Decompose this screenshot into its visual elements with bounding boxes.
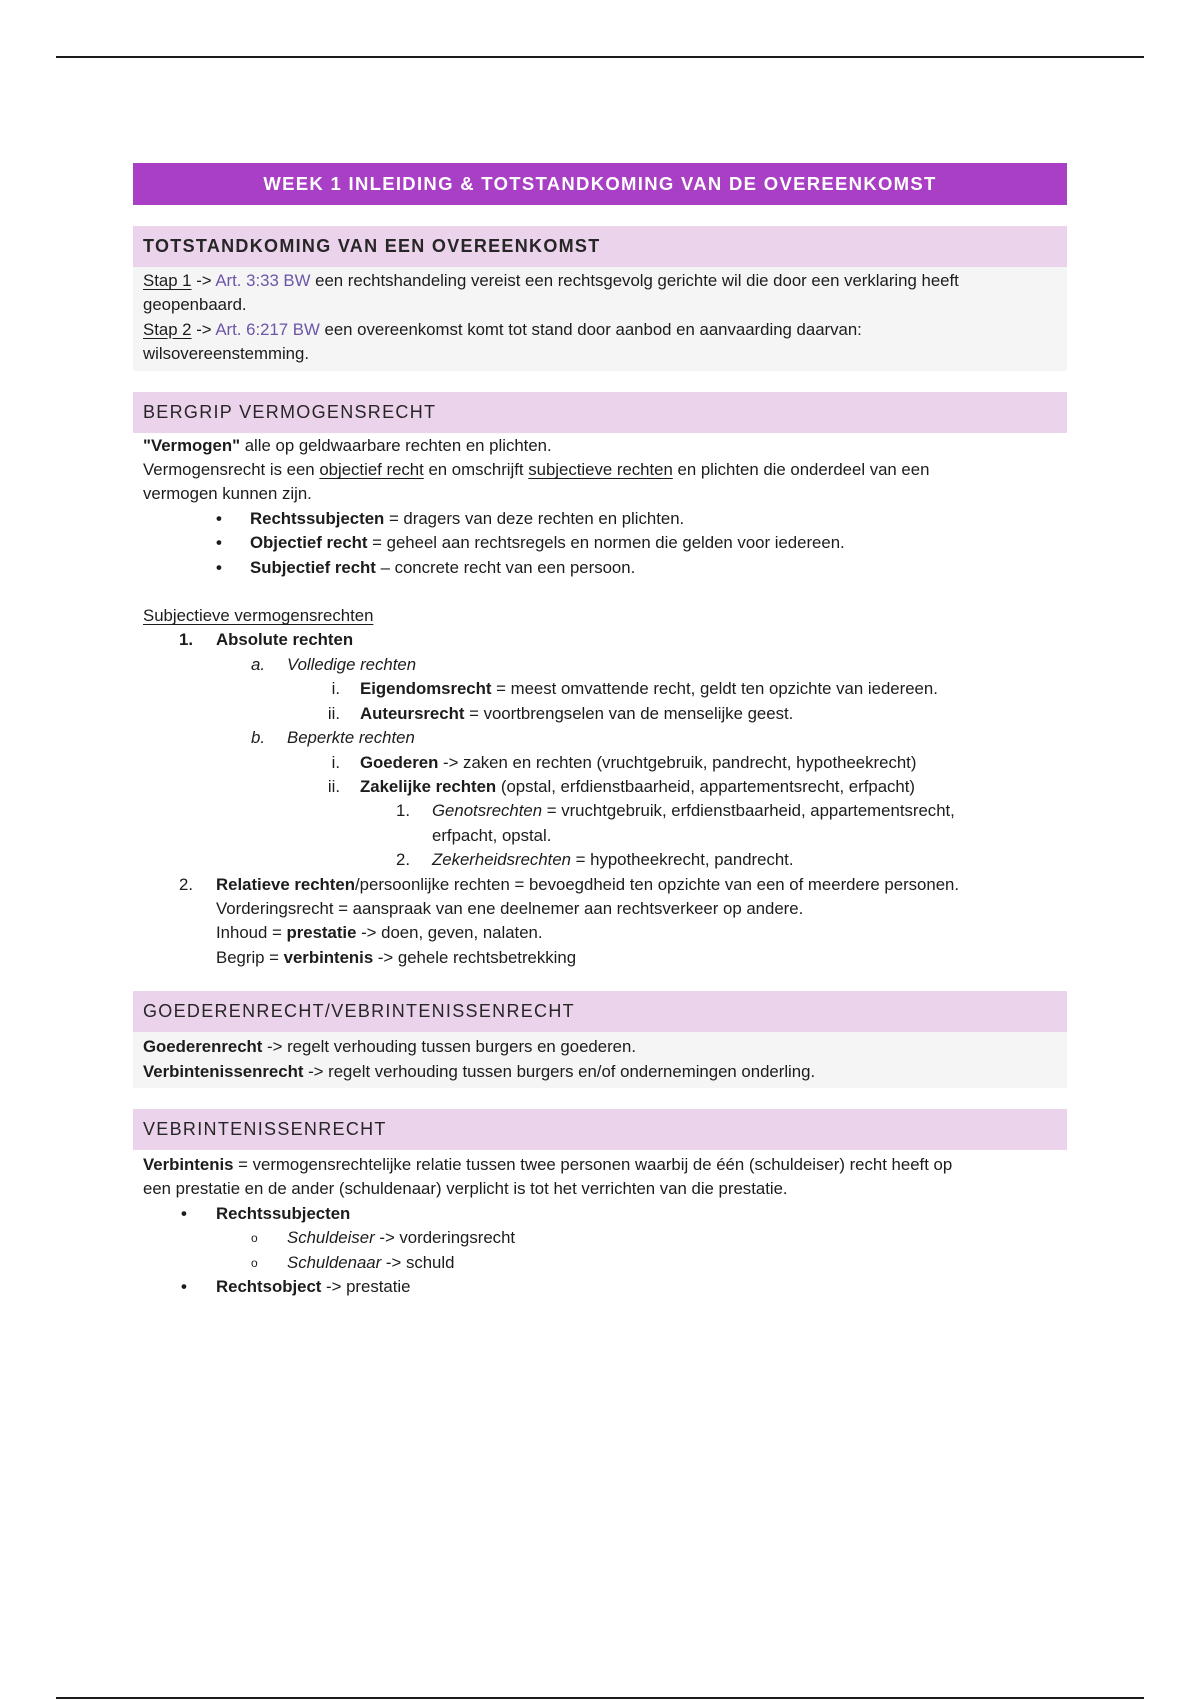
bullet-icon: • [216, 533, 222, 553]
relatief-detail [143, 946, 1067, 970]
stap2-line [143, 318, 1067, 342]
arrow: -> [196, 271, 212, 290]
term: Rechtssubjecten [250, 508, 385, 528]
definition-text: (opstal, erfdienstbaarheid, appartementsrecht, erfpacht) [496, 776, 916, 796]
definition-text: /persoonlijke rechten = bevoegdheid ten opzichte van een of meerdere personen. [354, 874, 960, 894]
underlined-term: subjectieve rechten [528, 460, 673, 480]
list-item [143, 1275, 1067, 1299]
definition-text: = hypotheekrecht, pandrecht. [571, 850, 794, 870]
section-body-verbintenissenrecht [133, 1150, 1067, 1299]
definition-text-cont: erfpacht, opstal. [432, 825, 552, 845]
article-reference: Art. 6:217 BW [215, 319, 320, 339]
term: Goederenrecht [143, 1037, 263, 1057]
term: Absolute rechten [216, 630, 354, 650]
list-item [143, 1226, 1067, 1250]
verbintenis-definition [143, 1153, 1067, 1177]
definition-text: = vruchtgebruik, erfdienstbaarheid, appartementsrecht, [542, 801, 955, 821]
section-heading-vermogensrecht: BERGRIP VERMOGENSRECHT [133, 392, 1067, 433]
list-marker: 1. [179, 630, 193, 650]
term: Verbintenis [143, 1154, 234, 1174]
list-item [143, 799, 1067, 848]
text: -> doen, geven, nalaten. [356, 923, 543, 943]
header-rule [56, 56, 1144, 58]
list-item [143, 702, 1067, 726]
vermogensrecht-line-cont: vermogen kunnen zijn. [143, 484, 312, 504]
page-title: WEEK 1 INLEIDING & TOTSTANDKOMING VAN DE OVEREENKOMST [133, 163, 1067, 205]
text: en omschrijft [423, 460, 529, 480]
list-marker: b. [251, 728, 265, 748]
definition-text: = vermogensrechtelijke relatie tussen twee personen waarbij de één (schuldeiser) recht heeft op [233, 1154, 953, 1174]
bullet-icon: • [216, 508, 222, 528]
list-item [143, 556, 1067, 580]
stap2-label: Stap 2 [143, 319, 192, 339]
stap1-text-cont: geopenbaard. [143, 295, 247, 315]
section-heading-verbintenissenrecht: VEBRINTENISSENRECHT [133, 1109, 1067, 1150]
term: Beperkte rechten [287, 728, 415, 748]
list-marker: i. [331, 752, 340, 772]
term: Relatieve rechten [216, 874, 355, 894]
underlined-term: objectief recht [319, 460, 424, 480]
text: Vermogensrecht is een [143, 460, 320, 480]
list-item [143, 677, 1067, 701]
stap2-text: een overeenkomst komt tot stand door aanbod en aanvaarding daarvan: [324, 319, 862, 339]
relatief-detail: Vorderingsrecht = aanspraak van ene deelnemer aan rechtsverkeer op andere. [216, 898, 804, 918]
list-marker: i. [331, 679, 340, 699]
term: Rechtssubjecten [216, 1203, 351, 1223]
stap1-label: Stap 1 [143, 271, 192, 290]
text: Inhoud = [216, 923, 287, 943]
stap2-text-cont: wilsovereenstemming. [143, 344, 310, 364]
definition-text: -> regelt verhouding tussen burgers en goederen. [262, 1037, 637, 1057]
bullet-icon: • [181, 1277, 187, 1296]
term: Schuldeiser [287, 1228, 375, 1248]
spacer [143, 580, 1067, 604]
term: Goederen [360, 752, 439, 772]
definition-text: -> vorderingsrecht [374, 1228, 516, 1248]
term: verbintenis [283, 947, 374, 967]
list-item [143, 1251, 1067, 1275]
term: Volledige rechten [287, 654, 417, 674]
term: Zekerheidsrechten [432, 850, 571, 870]
list-item [143, 531, 1067, 555]
relatief-detail [143, 921, 1067, 945]
section-body-goederenrecht [133, 1032, 1067, 1088]
article-reference: Art. 3:33 BW [215, 271, 311, 290]
term: Objectief recht [250, 533, 368, 553]
text: -> gehele rechtsbetrekking [373, 947, 577, 967]
section-body-vermogensrecht [133, 433, 1067, 971]
term: Schuldenaar [287, 1252, 382, 1272]
list-marker: 2. [396, 850, 410, 870]
circle-bullet-icon: o [251, 1231, 258, 1246]
definition-text: -> prestatie [321, 1277, 411, 1296]
term: Subjectief recht [250, 557, 376, 577]
vermogensrecht-line [143, 458, 1067, 482]
list-item [143, 507, 1067, 531]
list-item [143, 848, 1067, 872]
list-item [143, 1202, 1067, 1226]
list-marker: ii. [327, 776, 340, 796]
section-heading-goederenrecht: GOEDERENRECHT/VEBRINTENISSENRECHT [133, 991, 1067, 1032]
list-item [143, 726, 1067, 750]
list-marker: ii. [327, 703, 340, 723]
term: Verbintenissenrecht [143, 1061, 304, 1081]
definition-text: = voortbrengselen van de menselijke geest. [464, 703, 794, 723]
vermogen-definition [143, 434, 1067, 458]
term: Rechtsobject [216, 1277, 322, 1296]
term: "Vermogen" [143, 435, 241, 455]
sub-heading: Subjectieve vermogensrechten [143, 606, 374, 626]
definition-text: alle op geldwaarbare rechten en plichten. [240, 435, 552, 455]
section-heading-totstandkoming: TOTSTANDKOMING VAN EEN OVEREENKOMST [133, 226, 1067, 267]
circle-bullet-icon: o [251, 1255, 258, 1270]
list-item [143, 653, 1067, 677]
text: Begrip = [216, 947, 284, 967]
verbintenissenrecht-line [143, 1060, 1067, 1084]
term: prestatie [286, 923, 357, 943]
section-body-totstandkoming [133, 267, 1067, 371]
list-item [143, 628, 1067, 652]
list-item [143, 873, 1067, 897]
verbintenis-definition-cont: een prestatie en de ander (schuldenaar) verplicht is tot het verrichten van die prestatie. [143, 1179, 788, 1199]
document-content [133, 163, 1067, 1299]
term: Zakelijke rechten [360, 776, 497, 796]
definition-text: = geheel aan rechtsregels en normen die gelden voor iedereen. [367, 533, 845, 553]
footer-rule [56, 1697, 1144, 1699]
list-item [143, 751, 1067, 775]
definition-text: -> zaken en rechten (vruchtgebruik, pandrecht, hypotheekrecht) [438, 752, 917, 772]
list-marker: a. [251, 654, 265, 674]
definition-text: -> regelt verhouding tussen burgers en/of ondernemingen onderling. [303, 1061, 816, 1081]
definition-text: = meest omvattende recht, geldt ten opzichte van iedereen. [491, 679, 938, 699]
term: Genotsrechten [432, 801, 543, 821]
bullet-icon: • [181, 1203, 187, 1223]
text: en plichten die onderdeel van een [672, 460, 930, 480]
definition-text: = dragers van deze rechten en plichten. [384, 508, 685, 528]
list-marker: 1. [396, 801, 410, 821]
arrow: -> [196, 319, 212, 339]
definition-text: -> schuld [381, 1252, 455, 1272]
term: Eigendomsrecht [360, 679, 492, 699]
goederenrecht-line [143, 1035, 1067, 1059]
list-item [143, 775, 1067, 799]
bullet-icon: • [216, 557, 222, 577]
list-marker: 2. [179, 874, 193, 894]
stap1-text: een rechtshandeling vereist een rechtsgevolg gerichte wil die door een verklaring heeft [315, 271, 959, 290]
stap1-line [143, 269, 1067, 293]
term: Auteursrecht [360, 703, 465, 723]
definition-text: – concrete recht van een persoon. [375, 557, 636, 577]
